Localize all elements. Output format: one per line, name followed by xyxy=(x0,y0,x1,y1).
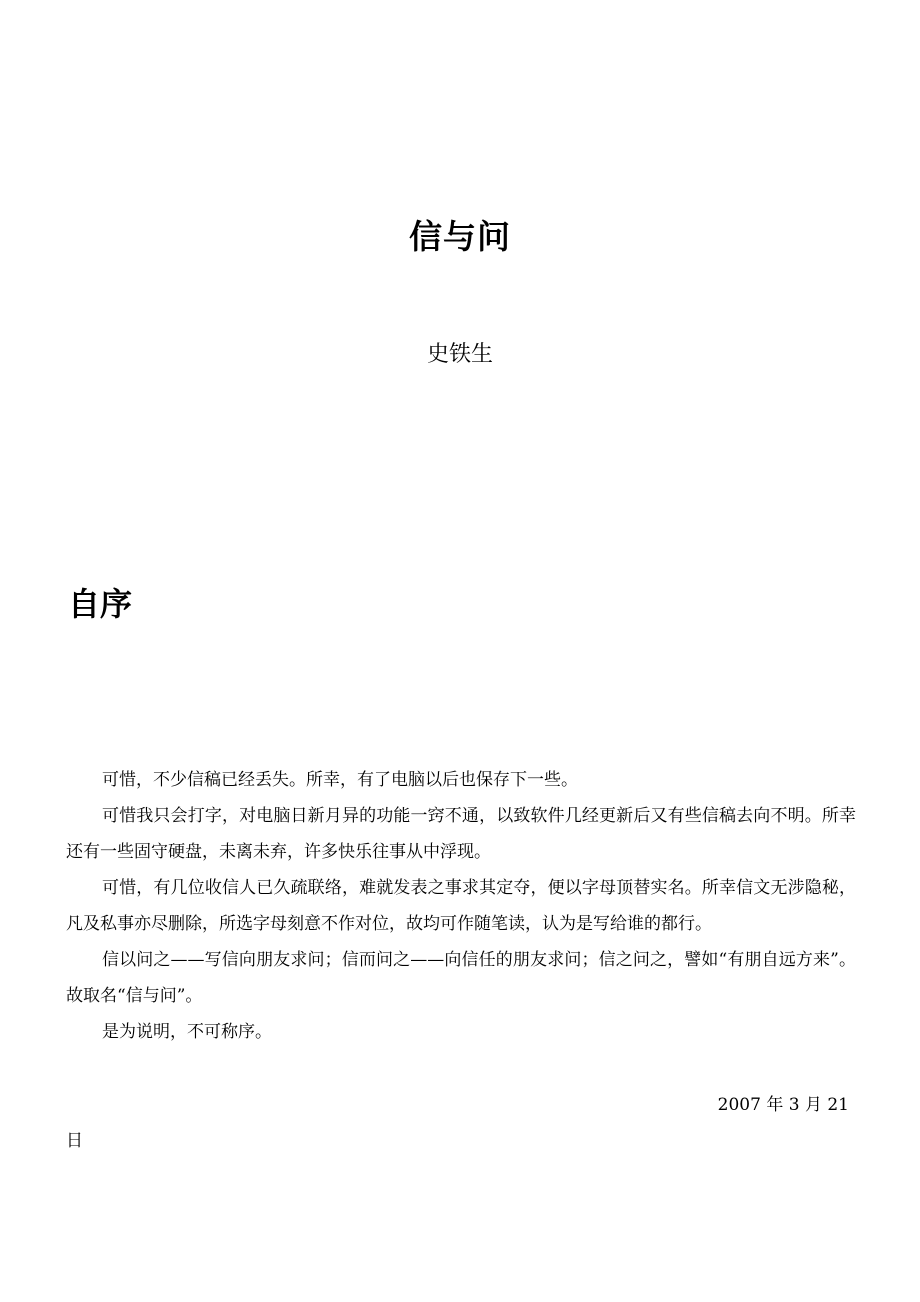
paragraph: 可惜，不少信稿已经丢失。所幸，有了电脑以后也保存下一些。 xyxy=(102,770,578,790)
paragraph: 信以问之——写信向朋友求问；信而问之——向信任的朋友求问；信之问之，譬如“有朋自远方来”。故取名“信与问”。 xyxy=(66,950,856,1006)
paragraph: 可惜，有几位收信人已久疏联络，难就发表之事求其定夺，便以字母顶替实名。所幸信文无涉隐秘，凡及私事亦尽删除，所选字母刻意不作对位，故均可作随笔读，认为是写给谁的都行。 xyxy=(66,878,856,934)
paragraph: 可惜我只会打字，对电脑日新月异的功能一窍不通，以致软件几经更新后又有些信稿去向不明。所幸还有一些固守硬盘，未离未弃，许多快乐往事从中浮现。 xyxy=(66,806,856,862)
paragraph: 是为说明，不可称序。 xyxy=(102,1022,272,1042)
section-heading: 自序 xyxy=(68,585,133,623)
preface-body xyxy=(66,762,856,1050)
author-name: 史铁生 xyxy=(426,342,493,367)
date-line: 2007 年 3 月 21 xyxy=(717,1095,849,1115)
book-title: 信与问 xyxy=(409,217,511,256)
date-day: 日 xyxy=(66,1131,83,1151)
